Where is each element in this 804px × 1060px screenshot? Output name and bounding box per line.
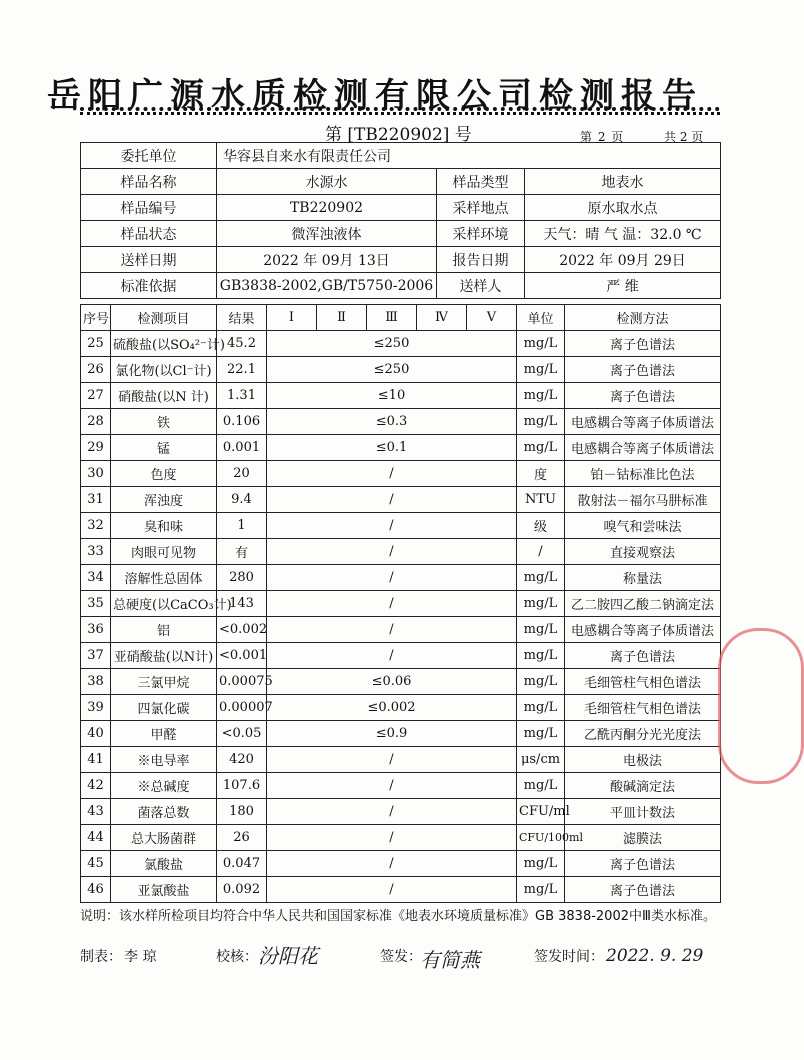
row-no: 37	[81, 643, 111, 669]
issue-date: 2022. 9. 29	[606, 946, 704, 966]
table-row	[81, 591, 721, 617]
report-title: 岳阳广源水质检测有限公司检测报告	[47, 76, 703, 116]
row-no: 29	[81, 435, 111, 461]
col-no: 序号	[81, 305, 111, 331]
row-item: 浑浊度	[111, 487, 217, 513]
row-unit: NTU	[517, 487, 565, 513]
report-date-label: 报告日期	[437, 247, 525, 273]
row-method: 乙酰丙酮分光光度法	[565, 721, 721, 747]
row-item: 亚硝酸盐(以N计)	[111, 643, 217, 669]
submit-date-value: 2022 年 09月 13日	[217, 247, 437, 273]
row-limit: ≤250	[267, 331, 517, 357]
results-table	[80, 304, 721, 903]
row-unit: mg/L	[517, 331, 565, 357]
row-no: 43	[81, 799, 111, 825]
row-limit: /	[267, 877, 517, 903]
row-unit: mg/L	[517, 409, 565, 435]
col-class-1: Ⅰ	[267, 305, 317, 331]
table-row	[81, 799, 721, 825]
sample-info-table	[80, 142, 721, 299]
table-row	[81, 825, 721, 851]
row-item: 锰	[111, 435, 217, 461]
col-result: 结果	[217, 305, 267, 331]
table-row	[81, 747, 721, 773]
site-value: 原水取水点	[525, 195, 721, 221]
row-unit: μs/cm	[517, 747, 565, 773]
row-result: 0.047	[217, 851, 267, 877]
col-method: 检测方法	[565, 305, 721, 331]
row-method: 乙二胺四乙酸二钠滴定法	[565, 591, 721, 617]
row-result: 45.2	[217, 331, 267, 357]
row-unit: CFU/100ml	[517, 825, 565, 851]
row-unit: CFU/ml	[517, 799, 565, 825]
row-limit: /	[267, 565, 517, 591]
row-no: 30	[81, 461, 111, 487]
row-no: 27	[81, 383, 111, 409]
row-result: 1.31	[217, 383, 267, 409]
row-limit: ≤250	[267, 357, 517, 383]
issue-label: 签发时间：	[534, 949, 604, 965]
row-method: 称量法	[565, 565, 721, 591]
row-limit: ≤0.1	[267, 435, 517, 461]
table-row	[81, 487, 721, 513]
seal-stamp	[718, 628, 804, 784]
col-class-4: Ⅳ	[417, 305, 467, 331]
row-unit: /	[517, 539, 565, 565]
row-method: 滤膜法	[565, 825, 721, 851]
table-row	[81, 331, 721, 357]
row-unit: mg/L	[517, 695, 565, 721]
row-no: 32	[81, 513, 111, 539]
site-label: 采样地点	[437, 195, 525, 221]
table-row	[81, 539, 721, 565]
row-limit: /	[267, 825, 517, 851]
row-item: 氯酸盐	[111, 851, 217, 877]
row-method: 离子色谱法	[565, 331, 721, 357]
col-class-5: Ⅴ	[467, 305, 517, 331]
row-unit: mg/L	[517, 565, 565, 591]
row-limit: /	[267, 851, 517, 877]
row-no: 42	[81, 773, 111, 799]
row-limit: ≤0.002	[267, 695, 517, 721]
row-method: 电感耦合等离子体质谱法	[565, 409, 721, 435]
row-result: 0.001	[217, 435, 267, 461]
row-method: 嗅气和尝味法	[565, 513, 721, 539]
row-method: 酸碱滴定法	[565, 773, 721, 799]
row-no: 38	[81, 669, 111, 695]
row-item: 菌落总数	[111, 799, 217, 825]
signed-signature: 有简燕	[420, 948, 480, 972]
row-unit: mg/L	[517, 357, 565, 383]
row-result: 20	[217, 461, 267, 487]
row-method: 直接观察法	[565, 539, 721, 565]
row-unit: mg/L	[517, 721, 565, 747]
sample-type-label: 样品类型	[437, 169, 525, 195]
table-row	[81, 643, 721, 669]
row-no: 40	[81, 721, 111, 747]
row-unit: mg/L	[517, 669, 565, 695]
row-result: 0.00007	[217, 695, 267, 721]
table-row	[81, 669, 721, 695]
row-item: 氯化物(以Cl⁻计)	[111, 357, 217, 383]
row-result: 有	[217, 539, 267, 565]
row-result: 280	[217, 565, 267, 591]
row-no: 33	[81, 539, 111, 565]
row-limit: /	[267, 461, 517, 487]
row-result: 420	[217, 747, 267, 773]
col-unit: 单位	[517, 305, 565, 331]
client-value: 华容县自来水有限责任公司	[217, 143, 721, 169]
row-item: 总大肠菌群	[111, 825, 217, 851]
row-item: 三氯甲烷	[111, 669, 217, 695]
row-item: ※电导率	[111, 747, 217, 773]
row-unit: mg/L	[517, 617, 565, 643]
row-item: 硝酸盐(以N 计)	[111, 383, 217, 409]
row-limit: /	[267, 617, 517, 643]
col-class-2: Ⅱ	[317, 305, 367, 331]
row-item: 亚氯酸盐	[111, 877, 217, 903]
row-no: 44	[81, 825, 111, 851]
row-no: 35	[81, 591, 111, 617]
checked-label: 校核：	[216, 949, 258, 965]
row-method: 毛细管柱气相色谱法	[565, 669, 721, 695]
row-item: 臭和味	[111, 513, 217, 539]
row-no: 45	[81, 851, 111, 877]
row-result: 143	[217, 591, 267, 617]
sample-name-value: 水源水	[217, 169, 437, 195]
state-value: 微浑浊液体	[217, 221, 437, 247]
row-no: 31	[81, 487, 111, 513]
report-date-value: 2022 年 09月 29日	[525, 247, 721, 273]
row-unit: mg/L	[517, 591, 565, 617]
checked-signature: 汾阳花	[258, 944, 318, 968]
sample-no-label: 样品编号	[81, 195, 217, 221]
row-unit: 级	[517, 513, 565, 539]
row-unit: 度	[517, 461, 565, 487]
table-row	[81, 695, 721, 721]
row-method: 电感耦合等离子体质谱法	[565, 617, 721, 643]
table-row	[81, 409, 721, 435]
row-no: 34	[81, 565, 111, 591]
row-no: 46	[81, 877, 111, 903]
row-method: 离子色谱法	[565, 357, 721, 383]
row-item: 铁	[111, 409, 217, 435]
row-item: ※总碱度	[111, 773, 217, 799]
row-item: 色度	[111, 461, 217, 487]
row-result: <0.001	[217, 643, 267, 669]
row-item: 四氯化碳	[111, 695, 217, 721]
row-unit: mg/L	[517, 773, 565, 799]
row-limit: ≤0.3	[267, 409, 517, 435]
row-method: 毛细管柱气相色谱法	[565, 695, 721, 721]
table-row	[81, 383, 721, 409]
row-method: 离子色谱法	[565, 877, 721, 903]
submit-date-label: 送样日期	[81, 247, 217, 273]
row-limit: /	[267, 513, 517, 539]
table-row	[81, 357, 721, 383]
table-row	[81, 851, 721, 877]
row-method: 离子色谱法	[565, 383, 721, 409]
sender-label: 送样人	[437, 273, 525, 299]
row-result: 180	[217, 799, 267, 825]
row-result: 0.106	[217, 409, 267, 435]
row-no: 25	[81, 331, 111, 357]
table-row	[81, 461, 721, 487]
row-result: 107.6	[217, 773, 267, 799]
row-method: 平皿计数法	[565, 799, 721, 825]
signed-label: 签发：	[380, 949, 422, 965]
row-no: 41	[81, 747, 111, 773]
sample-no-value: TB220902	[217, 195, 437, 221]
row-limit: /	[267, 747, 517, 773]
row-item: 硫酸盐(以SO₄²⁻计)	[111, 331, 217, 357]
row-result: 9.4	[217, 487, 267, 513]
row-method: 离子色谱法	[565, 643, 721, 669]
row-unit: mg/L	[517, 643, 565, 669]
client-label: 委托单位	[81, 143, 217, 169]
table-row	[81, 513, 721, 539]
row-result: 0.092	[217, 877, 267, 903]
row-limit: ≤0.9	[267, 721, 517, 747]
standard-label: 标准依据	[81, 273, 217, 299]
table-row	[81, 773, 721, 799]
table-row	[81, 565, 721, 591]
table-row	[81, 877, 721, 903]
table-row	[81, 721, 721, 747]
row-method: 电极法	[565, 747, 721, 773]
row-result: 22.1	[217, 357, 267, 383]
row-no: 28	[81, 409, 111, 435]
row-method: 电感耦合等离子体质谱法	[565, 435, 721, 461]
page-total: 共 2 页	[664, 130, 704, 144]
sender-value: 严 维	[525, 273, 721, 299]
row-item: 甲醛	[111, 721, 217, 747]
row-unit: mg/L	[517, 851, 565, 877]
standard-value: GB3838-2002,GB/T5750-2006	[217, 273, 437, 299]
row-result: 26	[217, 825, 267, 851]
col-class-3: Ⅲ	[367, 305, 417, 331]
row-limit: /	[267, 539, 517, 565]
row-method: 离子色谱法	[565, 851, 721, 877]
env-value: 天气：晴 气 温：32.0 ℃	[525, 221, 721, 247]
row-unit: mg/L	[517, 435, 565, 461]
row-result: <0.002	[217, 617, 267, 643]
env-label: 采样环境	[437, 221, 525, 247]
table-row	[81, 435, 721, 461]
row-item: 肉眼可见物	[111, 539, 217, 565]
row-limit: /	[267, 799, 517, 825]
state-label: 样品状态	[81, 221, 217, 247]
row-item: 总硬度(以CaCO₃计)	[111, 591, 217, 617]
row-limit: /	[267, 773, 517, 799]
row-method: 散射法－福尔马肼标准	[565, 487, 721, 513]
row-no: 39	[81, 695, 111, 721]
row-result: <0.05	[217, 721, 267, 747]
sample-name-label: 样品名称	[81, 169, 217, 195]
col-item: 检测项目	[111, 305, 217, 331]
row-limit: /	[267, 591, 517, 617]
row-limit: ≤0.06	[267, 669, 517, 695]
row-limit: /	[267, 487, 517, 513]
row-method: 铂－钴标准比色法	[565, 461, 721, 487]
row-limit: /	[267, 643, 517, 669]
row-result: 1	[217, 513, 267, 539]
table-row	[81, 617, 721, 643]
sample-type-value: 地表水	[525, 169, 721, 195]
row-result: 0.00075	[217, 669, 267, 695]
page-number: 第 2 页	[580, 130, 624, 144]
row-unit: mg/L	[517, 877, 565, 903]
row-no: 26	[81, 357, 111, 383]
row-no: 36	[81, 617, 111, 643]
prepared-label: 制表：	[80, 949, 122, 965]
row-item: 溶解性总固体	[111, 565, 217, 591]
prepared-value: 李 琼	[124, 949, 157, 965]
note-text: 说明：该水样所检项目均符合中华人民共和国国家标准《地表水环境质量标准》GB 3838-2002中Ⅲ类水标准。	[80, 909, 716, 924]
row-unit: mg/L	[517, 383, 565, 409]
row-item: 铝	[111, 617, 217, 643]
report-number: 第 [TB220902] 号	[325, 125, 472, 145]
title-divider-2	[80, 112, 720, 119]
row-limit: ≤10	[267, 383, 517, 409]
